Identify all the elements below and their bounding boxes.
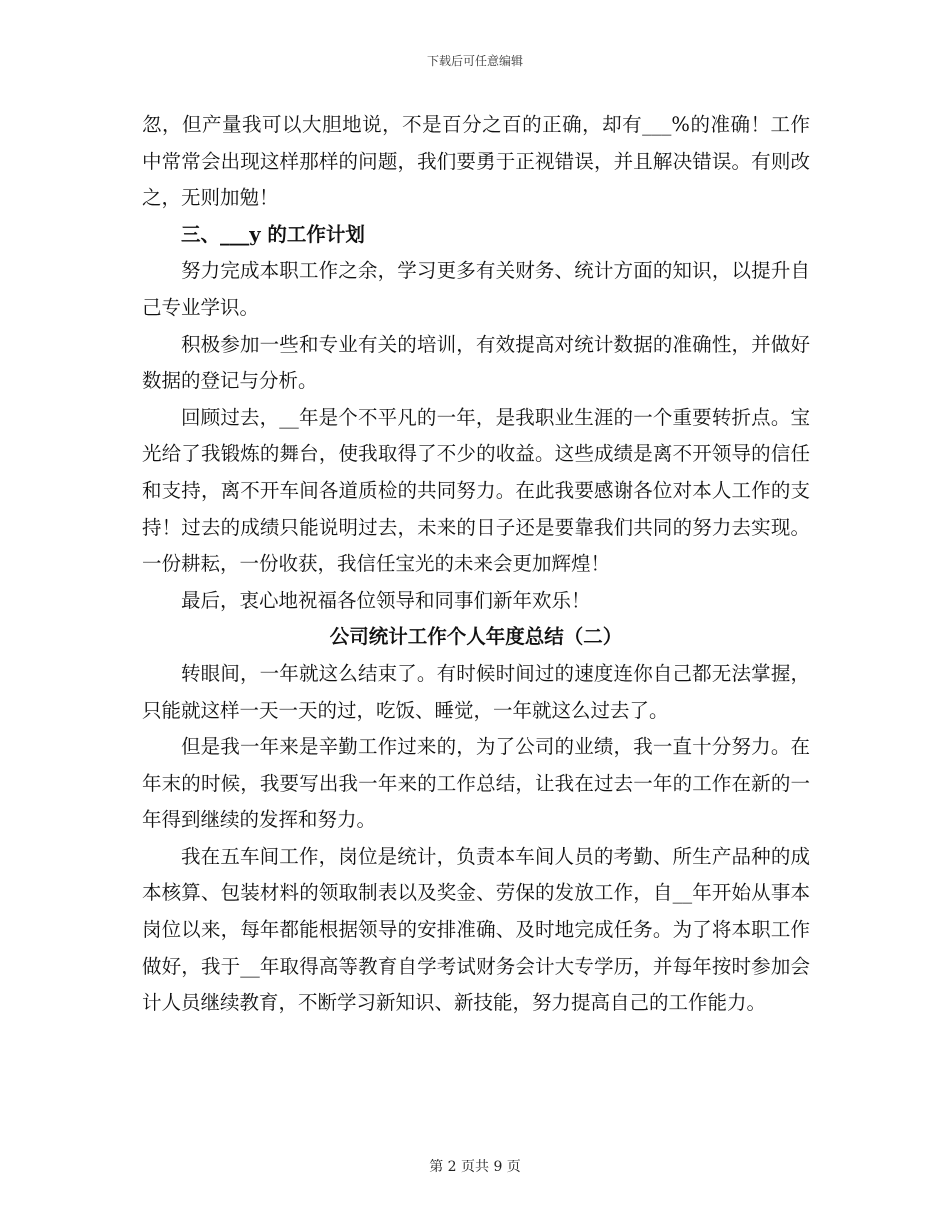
paragraph: 回顾过去，__年是个不平凡的一年，是我职业生涯的一个重要转折点。宝光给了我锻炼的舞台，使我取得了不少的收益。这些成绩是离不开领导的信任和支持，离不开车间各道质检的共同努力。在此我要感谢各位对本人工作的支持！过去的成绩只能说明过去，未来的日子还是要靠我们共同的努力去实现。一份耕耘，一份收获，我信任宝光的未来会更加辉煌！ bbox=[142, 405, 810, 576]
paragraph: 最后，衷心地祝福各位领导和同事们新年欢乐！ bbox=[181, 588, 591, 612]
paragraph: 努力完成本职工作之余，学习更多有关财务、统计方面的知识，以提升自己专业学识。 bbox=[142, 259, 810, 319]
section-heading-work-plan: 三、___y 的工作计划 bbox=[181, 222, 365, 246]
paragraph: 但是我一年来是辛勤工作过来的，为了公司的业绩，我一直十分努力。在年末的时候，我要写出我一年来的工作总结，让我在过去一年的工作在新的一年得到继续的发挥和努力。 bbox=[142, 735, 810, 832]
document-body bbox=[142, 107, 810, 1022]
page-header: 下载后可任意编辑 bbox=[426, 54, 523, 68]
paragraph: 转眼间，一年就这么结束了。有时候时间过的速度连你自己都无法掌握，只能就这样一天一天的过，吃饭、睡觉，一年就这么过去了。 bbox=[142, 661, 810, 722]
paragraph: 我在五车间工作，岗位是统计，负责本车间人员的考勤、所生产品种的成本核算、包装材料的领取制表以及奖金、劳保的发放工作，自__年开始从事本岗位以来，每年都能根据领导的安排准确、及时地完成任务。为了将本职工作做好，我于__年取得高等教育自学考试财务会计大专学历，并每年按时参加会计人员继续教育，不断学习新知识、新技能，努力提高自己的工作能力。 bbox=[142, 844, 810, 1015]
section-title: 公司统计工作个人年度总结（二） bbox=[329, 625, 623, 649]
paragraph-continued: 忽，但产量我可以大胆地说，不是百分之百的正确，却有___%的准确！工作中常常会出现这样那样的问题，我们要勇于正视错误，并且解决错误。有则改之，无则加勉！ bbox=[142, 113, 810, 210]
page-footer: 第 2 页共 9 页 bbox=[429, 1159, 521, 1175]
paragraph: 积极参加一些和专业有关的培训，有效提高对统计数据的准确性，并做好数据的登记与分析。 bbox=[142, 332, 810, 393]
